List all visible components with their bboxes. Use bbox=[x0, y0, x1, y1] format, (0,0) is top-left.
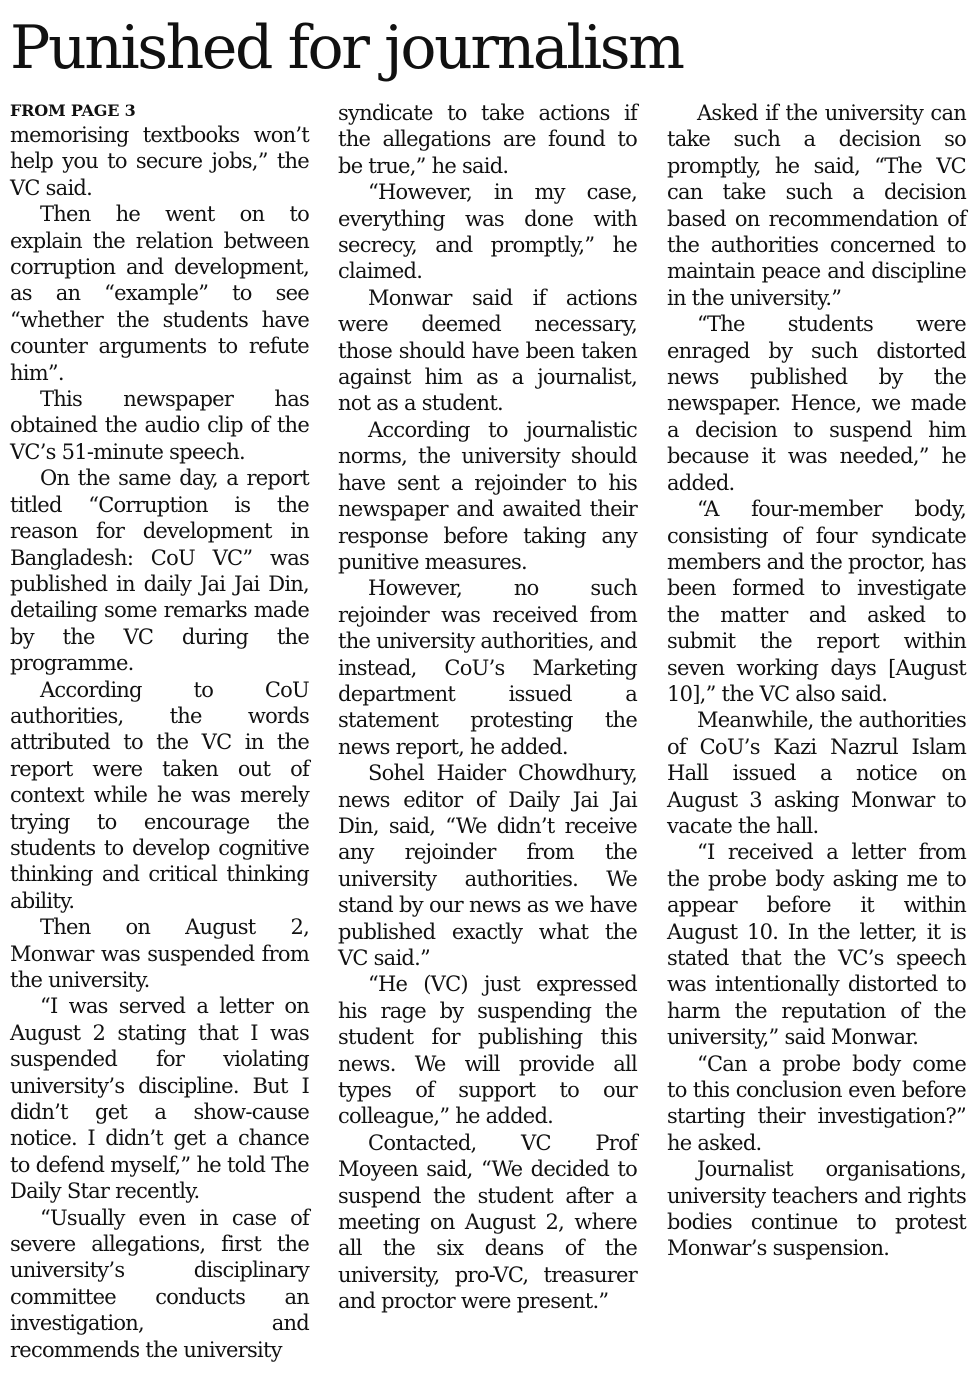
paragraph: “I received a letter from the probe body asking me to appear before it within August 10. In the letter, it is stated that the VC’s speech was intentionally distorted to harm the reputation of the university,” said Monwar. bbox=[667, 840, 966, 1050]
article-column-1 bbox=[10, 100, 309, 1363]
paragraph: Monwar said if actions were deemed necessary, those should have been taken against him as a journalist, not as a student. bbox=[338, 285, 637, 416]
paragraph: Contacted, VC Prof Moyeen said, “We decided to suspend the student after a meeting on August 2, where all the six deans of the university, pro-VC, treasurer and proctor were present.” bbox=[338, 1130, 637, 1314]
paragraph: Then he went on to explain the relation between corruption and development, as an “example” to see “whether the students have counter arguments to refute him”. bbox=[10, 202, 309, 385]
paragraph: According to CoU authorities, the words attributed to the VC in the report were taken out of context while he was merely trying to encourage the students to develop cognitive thinking and critical thinking ability. bbox=[10, 677, 309, 913]
paragraph: “However, in my case, everything was done with secrecy, and promptly,” he claimed. bbox=[338, 180, 637, 284]
paragraph: This newspaper has obtained the audio clip of the VC’s 51-minute speech. bbox=[10, 387, 309, 464]
paragraph: Sohel Haider Chowdhury, news editor of Daily Jai Jai Din, said, “We didn’t receive any rejoinder from the university authorities. We stand by our news as we have published exactly what the VC said.” bbox=[338, 761, 637, 970]
paragraph: Asked if the university can take such a decision so promptly, he said, “The VC can take such a decision based on recommendation of the authorities concerned to maintain peace and discipline in the university.” bbox=[667, 101, 966, 310]
paragraph: According to journalistic norms, the university should have sent a rejoinder to his newspaper and awaited their response before taking any punitive measures. bbox=[338, 417, 637, 574]
article-column-3 bbox=[667, 100, 966, 1262]
paragraph: “Usually even in case of severe allegations, first the university’s disciplinary committee conducts an investigation, and recommends the university bbox=[10, 1205, 309, 1362]
paragraph: On the same day, a report titled “Corruption is the reason for development in Bangladesh: CoU VC” was published in daily Jai Jai Din, detailing some remarks made by the VC during the programme. bbox=[10, 466, 309, 676]
paragraph: Meanwhile, the authorities of CoU’s Kazi Nazrul Islam Hall issued a notice on August 3 asking Monwar to vacate the hall. bbox=[667, 708, 966, 838]
continuation-label: FROM PAGE 3 bbox=[10, 101, 136, 120]
paragraph: Then on August 2, Monwar was suspended from the university. bbox=[10, 915, 309, 992]
paragraph: “Can a probe body come to this conclusion even before starting their investigation?” he asked. bbox=[667, 1051, 966, 1155]
article-column-2 bbox=[338, 100, 637, 1315]
paragraph: syndicate to take actions if the allegations are found to be true,” he said. bbox=[338, 101, 637, 178]
paragraph: “He (VC) just expressed his rage by suspending the student for publishing this news. We will provide all types of support to our colleague,” he added. bbox=[338, 972, 637, 1129]
paragraph: However, no such rejoinder was received from the university authorities, and instead, CoU’s Marketing department issued a statement protesting the news report, he added. bbox=[338, 576, 637, 759]
paragraph: “The students were enraged by such distorted news published by the newspaper. Hence, we made a decision to suspend him because it was needed,” he added. bbox=[667, 312, 966, 495]
paragraph: “A four-member body, consisting of four syndicate members and the proctor, has been formed to investigate the matter and asked to submit the report within seven working days [August 10],” the VC also said. bbox=[667, 497, 966, 706]
paragraph: “I was served a letter on August 2 stating that I was suspended for violating university’s discipline. But I didn’t get a show-cause notice. I didn’t get a chance to defend myself,” he told The Daily Star recently. bbox=[10, 994, 309, 1204]
paragraph: memorising textbooks won’t help you to secure jobs,” the VC said. bbox=[10, 123, 309, 200]
headline: Punished for journalism bbox=[10, 13, 683, 83]
paragraph: Journalist organisations, university teachers and rights bodies continue to protest Monwar’s suspension. bbox=[667, 1157, 966, 1261]
